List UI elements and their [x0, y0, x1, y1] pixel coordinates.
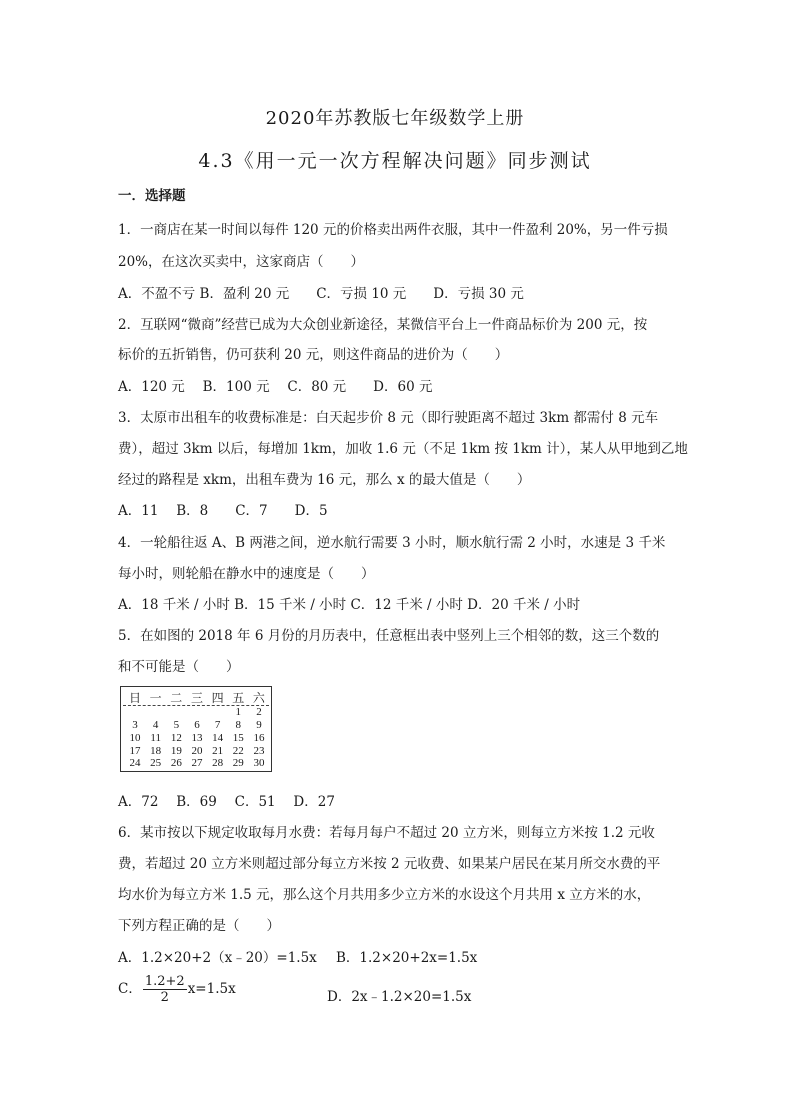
calendar-day: 21: [212, 745, 224, 757]
weekday-label: 一: [149, 691, 162, 705]
calendar-day: 28: [212, 757, 224, 769]
calendar-day: [166, 706, 186, 718]
q4-text-line2: 每小时，则轮船在静水中的速度是（ ）: [118, 566, 375, 582]
calendar-day: 7: [214, 719, 221, 731]
q6-option-c-suffix: x=1.5x: [187, 981, 236, 997]
q2-text-line1: 2．互联网“微商”经营已成为大众创业新途径，某微信平台上一件商品标价为 200 元，按: [118, 317, 648, 333]
q6-option-b: B．1.2×20+2x=1.5x: [336, 950, 478, 966]
weekday-label: 六: [252, 691, 265, 705]
q2-options: A．120 元 B．100 元 C．80 元 D．60 元: [118, 379, 433, 395]
q6-text-line4: 下列方程正确的是（ ）: [118, 918, 280, 934]
fraction-denominator: 2: [160, 990, 169, 1005]
weekday-label: 五: [232, 691, 245, 705]
q2-text-line2: 标价的五折销售，仍可获利 20 元，则这件商品的进价为（ ）: [118, 347, 509, 363]
calendar-day: [187, 706, 207, 718]
q6-text-line3: 均水价为每立方米 1.5 元，那么这个月共用多少立方米的水设这个月共用 x 立方米的水，: [118, 887, 651, 903]
q6-option-d: D．2x﹣1.2×20=1.5x: [327, 989, 472, 1005]
calendar-figure: [120, 686, 272, 772]
document-title: 2020年苏教版七年级数学上册: [265, 108, 525, 129]
weekday-label: 三: [190, 691, 203, 705]
calendar-day: 22: [232, 745, 244, 757]
q1-text-line2: 20%，在这次买卖中，这家商店（ ）: [118, 254, 365, 270]
weekday-label: 四: [211, 691, 224, 705]
q6-option-c: [118, 974, 236, 1005]
q4-options: A．18 千米 / 小时 B．15 千米 / 小时 C．12 千米 / 小时 D．20 千米 / 小时: [118, 597, 581, 613]
q3-options: A．11 B．8 C．7 D．5: [118, 503, 328, 519]
calendar-day: 27: [191, 757, 203, 769]
calendar-week-row: [125, 706, 269, 718]
calendar-day: 11: [150, 732, 161, 744]
q3-text-line2: 费），超过 3km 以后，每增加 1km，加收 1.6 元（不足 1km 按 1km 计），某人从甲地到乙地: [118, 441, 688, 457]
q6-text-line1: 6．某市按以下规定收取每月水费：若每月每户不超过 20 立方米，则每立方米按 1.2 元收: [118, 825, 655, 841]
calendar-day: 8: [235, 719, 242, 731]
calendar-day: 17: [129, 745, 141, 757]
calendar-day: 10: [129, 732, 141, 744]
calendar-day: 5: [173, 719, 180, 731]
weekday-label: 日: [128, 691, 141, 705]
calendar-day: 30: [253, 757, 265, 769]
q1-options: A．不盈不亏 B．盈利 20 元 C．亏损 10 元 D．亏损 30 元: [118, 286, 524, 302]
calendar-day: 18: [150, 745, 162, 757]
calendar-day: 3: [132, 719, 138, 731]
q6-option-a: A．1.2×20+2（x﹣20）=1.5x: [118, 950, 317, 966]
calendar-day: 6: [194, 719, 200, 731]
calendar-day: 19: [170, 745, 182, 757]
weekday-label: 二: [170, 691, 183, 705]
calendar-day: 4: [152, 719, 159, 731]
document-subtitle: 4.3《用一元一次方程解决问题》同步测试: [198, 150, 592, 172]
calendar-week-row: [125, 732, 269, 744]
calendar-day: [146, 706, 166, 718]
q6-option-c-prefix: C．: [118, 981, 142, 997]
calendar-day: 16: [253, 732, 265, 744]
q1-text-line1: 1．一商店在某一时间以每件 120 元的价格卖出两件衣服，其中一件盈利 20%，另一件亏损: [118, 222, 668, 238]
q5-text-line1: 5．在如图的 2018 年 6 月份的月历表中，任意框出表中竖列上三个相邻的数，这三个数的: [118, 628, 660, 644]
calendar-day: 24: [129, 757, 141, 769]
calendar-week-row: [125, 719, 269, 731]
section-heading: 一．选择题: [118, 188, 186, 204]
calendar-day: 23: [253, 745, 265, 757]
calendar-day: [208, 706, 228, 718]
calendar-day: 20: [191, 745, 203, 757]
calendar-day: 14: [212, 732, 224, 744]
calendar-week-row: [125, 757, 269, 769]
calendar-day: 29: [232, 757, 244, 769]
fraction-numerator: 1.2+2: [144, 974, 185, 989]
calendar-day: [125, 706, 145, 718]
q3-text-line3: 经过的路程是 xkm，出租车费为 16 元，那么 x 的最大值是（ ）: [118, 472, 531, 488]
calendar-day: 15: [232, 732, 244, 744]
calendar-day: 13: [191, 732, 203, 744]
q5-text-line2: 和不可能是（ ）: [118, 659, 240, 675]
calendar-day: 1: [235, 706, 242, 718]
calendar-day: 25: [150, 757, 162, 769]
q3-text-line1: 3．太原市出租车的收费标准是：白天起步价 8 元（即行驶距离不超过 3km 都需付 8 元车: [118, 410, 659, 426]
q6-text-line2: 费，若超过 20 立方米则超过部分每立方米按 2 元收费、如果某户居民在某月所交水费的平: [118, 856, 661, 872]
calendar-day: 12: [170, 732, 182, 744]
q5-options: A．72 B．69 C．51 D．27: [118, 794, 335, 810]
q4-text-line1: 4．一轮船往返 A、B 两港之间，逆水航行需要 3 小时，顺水航行需 2 小时，水速是 3 千米: [118, 535, 666, 551]
calendar-week-row: [125, 745, 269, 757]
calendar-weekday-header: [125, 689, 269, 706]
calendar-day: 2: [256, 706, 262, 718]
calendar-day: 9: [256, 719, 262, 731]
calendar-day: 26: [170, 757, 182, 769]
fraction: [143, 974, 187, 1005]
